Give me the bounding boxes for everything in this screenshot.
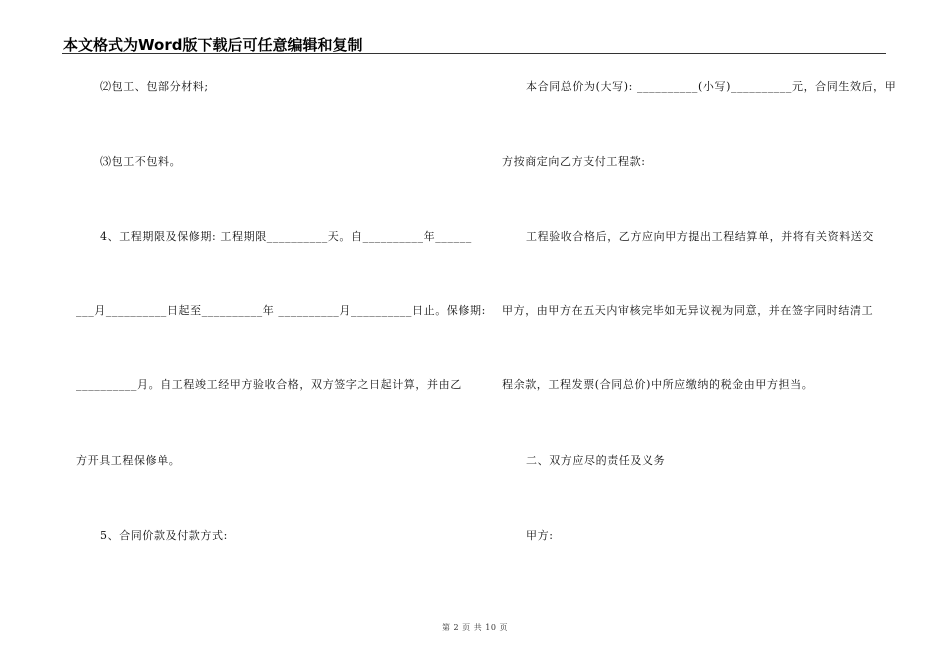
right-paragraph-line: 甲方，由甲方在五天内审核完毕如无异议视为同意，并在签字同时结清工 [502,304,874,317]
left-paragraph-line: 5、合同价款及付款方式: [100,529,228,542]
right-paragraph-line: 方按商定向乙方支付工程款: [502,155,646,168]
left-paragraph-line: ⑶包工不包料。 [100,155,182,168]
left-paragraph-line: __________月。自工程竣工经甲方验收合格，双方签字之日起计算，并由乙 [76,378,462,391]
right-paragraph-line: 二、双方应尽的责任及义务 [526,454,666,467]
right-paragraph-line: 程余款，工程发票(合同总价)中所应缴纳的税金由甲方担当。 [502,378,814,391]
right-paragraph-line: 甲方: [526,529,554,542]
left-paragraph-line: 4、工程期限及保修期: 工程期限__________天。自__________年______ [100,230,472,243]
page-number-footer: 第 2 页 共 10 页 [442,623,508,632]
header-divider [62,53,886,54]
document-header-title: 本文格式为Word版下载后可任意编辑和复制 [63,36,363,54]
right-paragraph-line: 工程验收合格后，乙方应向甲方提出工程结算单，并将有关资料送交 [526,230,874,243]
left-paragraph-line: ___月__________日起至__________年 __________月__________日止。保修期: [76,304,486,317]
left-paragraph-line: 方开具工程保修单。 [76,454,181,467]
right-paragraph-line: 本合同总价为(大写): __________(小写)__________元，合同生效后，甲 [526,80,897,93]
left-paragraph-line: ⑵包工、包部分材料; [100,80,209,93]
